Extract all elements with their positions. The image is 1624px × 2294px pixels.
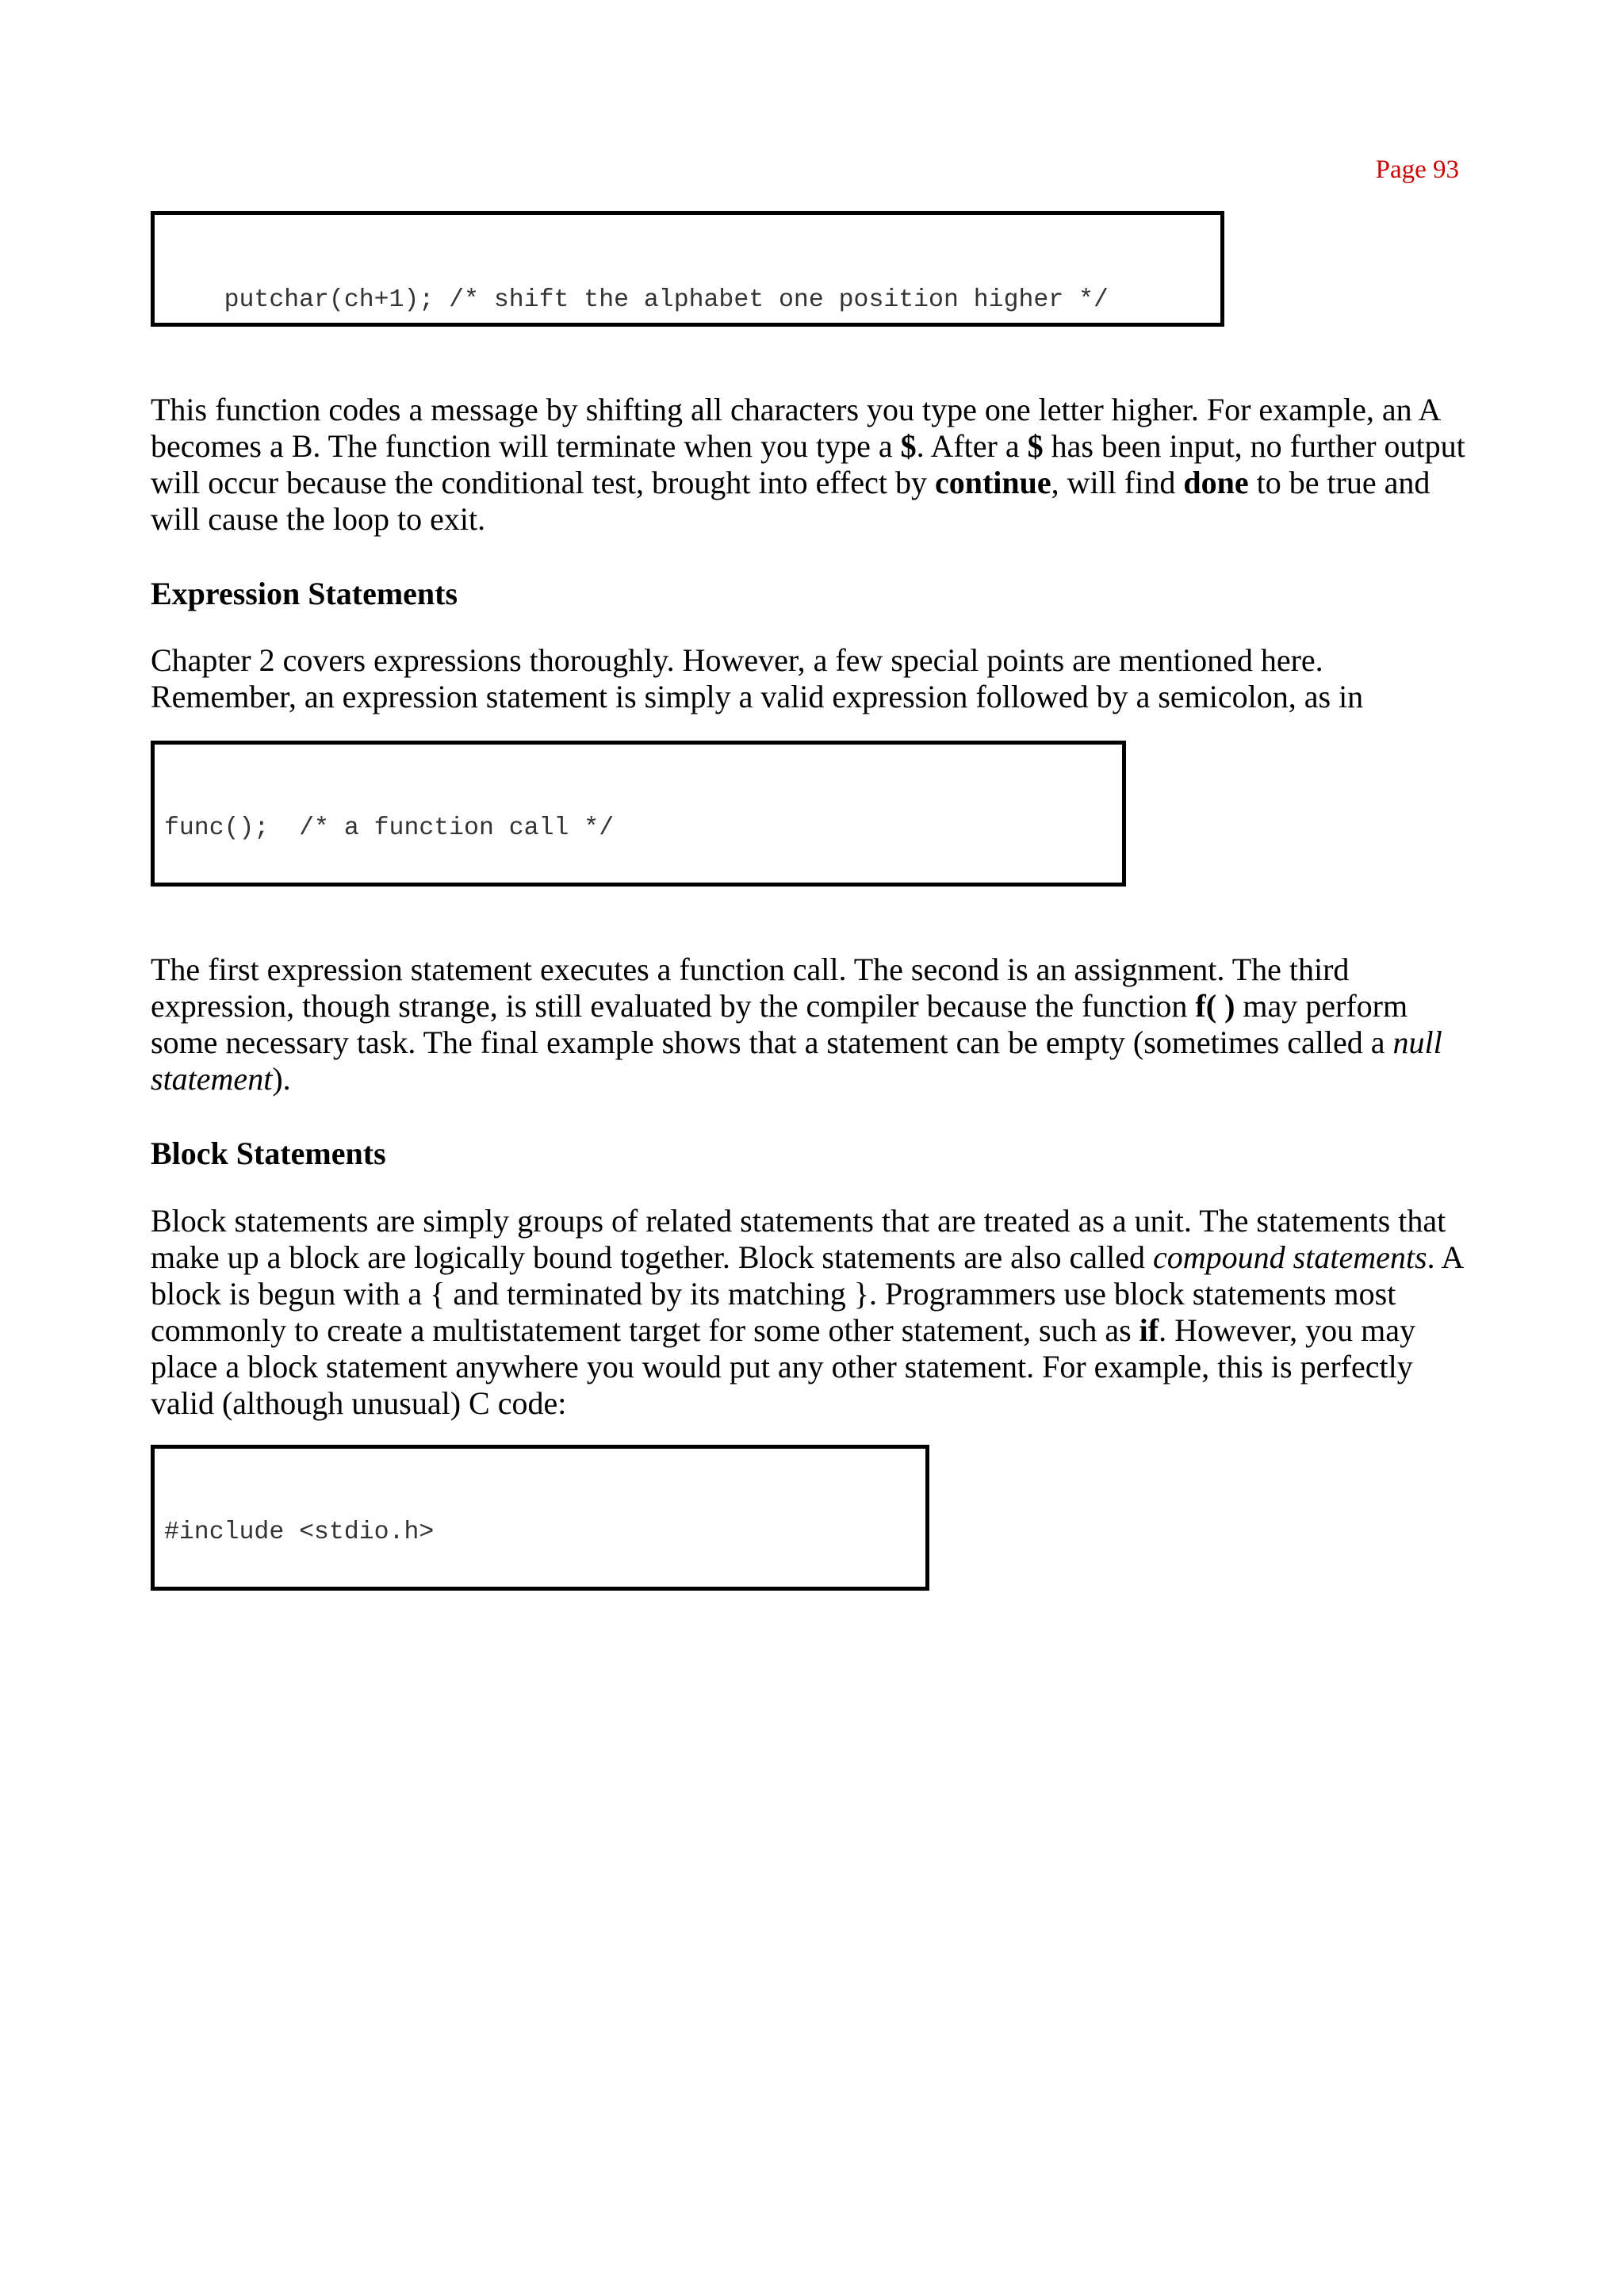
code-block-expression-examples [151, 741, 1126, 887]
paragraph-shift-explanation: This function codes a message by shifting all characters you type one letter higher. For example, an A becomes a B. The function will terminate when you type a $. After a $ has been input, no further output will occur because the conditional test, brought into effect by continue, will find done to be true and will cause the loop to exit. [151, 392, 1465, 537]
heading-expression-statements: Expression Statements [151, 576, 458, 611]
code-line: func(); /* a function call */ [164, 814, 615, 842]
page-number: Page 93 [1375, 155, 1459, 184]
heading-block-statements: Block Statements [151, 1136, 386, 1171]
code-block-shift-alphabet [151, 211, 1224, 327]
code-line: putchar(ch+1); /* shift the alphabet one position higher */ [164, 286, 1109, 314]
code-block-main-example [151, 1445, 929, 1591]
paragraph-block-explanation: Block statements are simply groups of related statements that are treated as a unit. The statements that make up a block are logically bound together. Block statements are also called compound statements. A block is begun with a { and terminated by its matching }. Programmers use block statements most commonly to create a multistatement target for some other statement, such as if. However, you may place a block statement anywhere you would put any other statement. For example, this is perfectly valid (although unusual) C code: [151, 1203, 1463, 1421]
paragraph-expression-explanation: The first expression statement executes a function call. The second is an assignment. The third expression, though strange, is still evaluated by the compiler because the function f( ) may perform some necessary task. The final example shows that a statement can be empty (sometimes called a null statement). [151, 952, 1442, 1097]
code-line: #include <stdio.h> [164, 1518, 435, 1546]
paragraph-expression-intro: Chapter 2 covers expressions thoroughly. However, a few special points are mentioned here. Remember, an expression statement is simply a valid expression followed by a semicolon, as in [151, 642, 1364, 714]
